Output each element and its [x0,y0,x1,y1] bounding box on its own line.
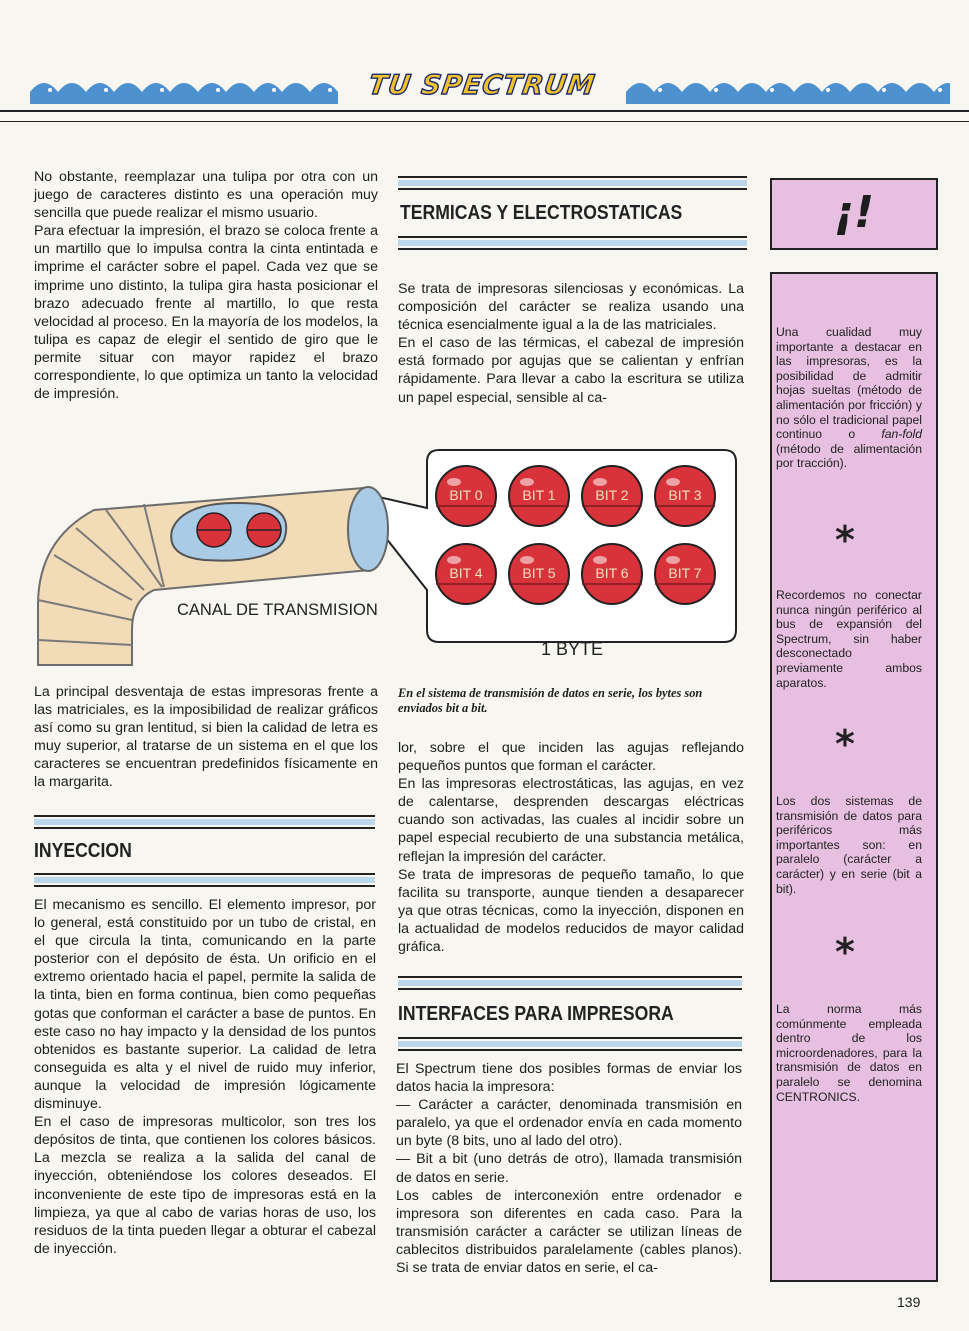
section-rule [398,976,742,990]
section-rule [398,236,747,250]
left-column-after-diagram [34,683,378,792]
bit-ball [509,466,569,526]
diagram-caption: En el sistema de transmisión de datos en serie, los bytes son enviados bit a bit. [398,686,703,715]
paragraph: En las impresoras electrostáticas, las agujas, en vez de calentarse, desprenden descargas eléctricas cuando son activadas, las cuales al incidir sobre un papel especial recubierto de una substancia metálica, reflejan la impresión del carácter. [398,776,744,865]
section-rule [398,176,747,190]
paragraph: — Carácter a carácter, denominada transmisión en paralelo, ya que el ordenador envía en cada momento un byte (8 bits, uno al lado del otro). [396,1097,742,1150]
middle-column-after-diagram [398,739,744,956]
paragraph: Para efectuar la impresión, el brazo se coloca frente a un martillo que lo impulsa contra la cinta entintada e imprime el carácter sobre el papel. Cada vez que se imprime uno distinto, la tulipa gira hasta posicionar el brazo adecuado frente al martillo, lo que resta velocidad al proceso. En la mayoría de los modelos, la tulipa es capaz de elegir el sentido de giro que le permite situar con mayor rapidez el brazo correspondiente, lo que optimiza un tanto la velocidad de impresión. [34,223,378,403]
section-rule [398,1037,742,1051]
left-column-intro [34,168,378,403]
paragraph: El mecanismo es sencillo. El elemento impresor, por lo general, está constituido por un tubo de cristal, en el que circula la tinta, comunicando en la parte posterior con el depósito de ésta. Un orificio en el extremo orientado hacia el papel, permite la salida de la tinta, bien en forma continua, bien como pequeñas gotas que conforman el carácter a base de puntos. En este caso no hay impacto y la densidad de los puntos obtenidos es bastante superior. La calidad de letra conseguida es alta y el nivel de ruido muy inferior, aunque la velocidad de impresión lógicamente disminuye. [34,897,376,1113]
asterisk-divider: * [835,518,855,562]
section-rule [34,873,375,887]
header-rule-bottom [0,121,969,122]
paragraph: La principal desventaja de estas impresoras frente a las matriciales, es la imposibilidad de realizar gráficos así como su gran lentitud, si bien la calidad de letra es muy superior, al tratarse de un sistema en el que los caracteres se encuentran predefinidos físicamente en la margarita. [34,684,378,791]
bit-label: BIT 0 [449,487,483,503]
byte-label: 1 BYTE [541,639,604,659]
header-rule-top [0,110,969,112]
bit-ball [436,466,496,526]
bit-ball [509,544,569,604]
sidebar-note: Recordemos no conectar nunca ningún periférico al bus de expansión del Spectrum, sin haber desconectado previamente ambos aparatos. [776,588,922,690]
paragraph: Se trata de impresoras silenciosas y económicas. La composición del carácter se realiza usando una técnica esencialmente igual a la de las matriciales. [398,281,744,334]
fan-fold-term: fan-fold [881,427,922,442]
section-body-termicas [398,280,744,407]
serial-transmission-diagram [34,440,754,680]
bit-label: BIT 3 [668,487,702,503]
section-title-termicas: TERMICAS Y ELECTROSTATICAS [400,202,683,224]
section-body-interfaces [396,1060,742,1277]
bit-label: BIT 7 [668,565,702,581]
paragraph: lor, sobre el que inciden las agujas reflejando pequeños puntos que forman el carácter. [398,740,744,775]
asterisk-divider: * [835,722,855,766]
sidebar-heading: ¡! [833,187,875,238]
paragraph: — Bit a bit (uno detrás de otro), llamada transmisión de datos en serie. [396,1151,742,1186]
bit-ball [582,544,642,604]
asterisk-divider: * [835,930,855,974]
bit-ball [655,466,715,526]
bit-ball [582,466,642,526]
section-body-inyeccion [34,896,376,1258]
bit-ball [436,544,496,604]
bit-label: BIT 5 [522,565,556,581]
bit-label: BIT 1 [522,487,556,503]
paragraph: Los cables de interconexión entre ordenador e impresora son diferentes en cada caso. Para la transmisión carácter a carácter se utilizan líneas de cablecitos distribuidos paralelamente (cables planos). Si se trata de enviar datos en serie, el ca- [396,1187,742,1277]
bit-ball [655,544,715,604]
bit-label: BIT 6 [595,565,629,581]
section-rule [34,815,375,829]
paragraph: En el caso de impresoras multicolor, son tres los depósitos de tinta, que contienen los colores básicos. La mezcla se realiza a la salida del canal de inyección, obteniéndose los colores deseados. El inconveniente de este tipo de impresoras está en la limpieza, ya que al cabo de varias horas de uso, los residuos de la tinta pueden llegar a obturar el cabezal de inyección. [34,1114,376,1257]
header-title: TU SPECTRUM [366,70,598,101]
page-number: 139 [897,1294,921,1310]
paragraph: En el caso de las térmicas, el cabezal de impresión está formado por agujas que se calientan y enfrían rápidamente. Para llevar a cabo la escritura se utiliza un papel especial, sensible al ca- [398,335,744,406]
sidebar-note: Los dos sistemas de transmisión de datos para periféricos más importantes son: en paralelo (carácter a carácter) y en serie (bit a bit). [776,794,922,896]
sidebar-heading-box [770,178,938,250]
section-title-interfaces: INTERFACES PARA IMPRESORA [398,1003,674,1025]
paragraph: El Spectrum tiene dos posibles formas de enviar los datos hacia la impresora: [396,1061,742,1096]
paragraph: Se trata de impresoras de pequeño tamaño, lo que facilita su transporte, aunque tienden a desaparecer ya que otras técnicas, como la inyección, disponen en la actualidad de modelos reducidos de mayor calidad gráfica. [398,866,744,956]
sidebar-note: La norma más comúnmente empleada dentro de los microordenadores, para la transmisión de datos en paralelo se denomina CENTRONICS. [776,1002,922,1104]
sidebar-note: Una cualidad muy importante a destacar en las impresoras, es la posibilidad de admitir hojas sueltas (método de alimentación por fricción) y no sólo el tradicional papel continuo o fan-fold (método de alimentación por tracción). [776,325,922,471]
bit-label: BIT 2 [595,487,629,503]
paragraph: No obstante, reemplazar una tulipa por otra con un juego de caracteres distinto es una operación muy sencilla que puede realizar el mismo usuario. [34,169,378,222]
bit-label: BIT 4 [449,565,483,581]
tube-opening [348,487,388,571]
section-title-inyeccion: INYECCION [34,840,132,862]
canal-label: CANAL DE TRANSMISION [177,601,378,619]
